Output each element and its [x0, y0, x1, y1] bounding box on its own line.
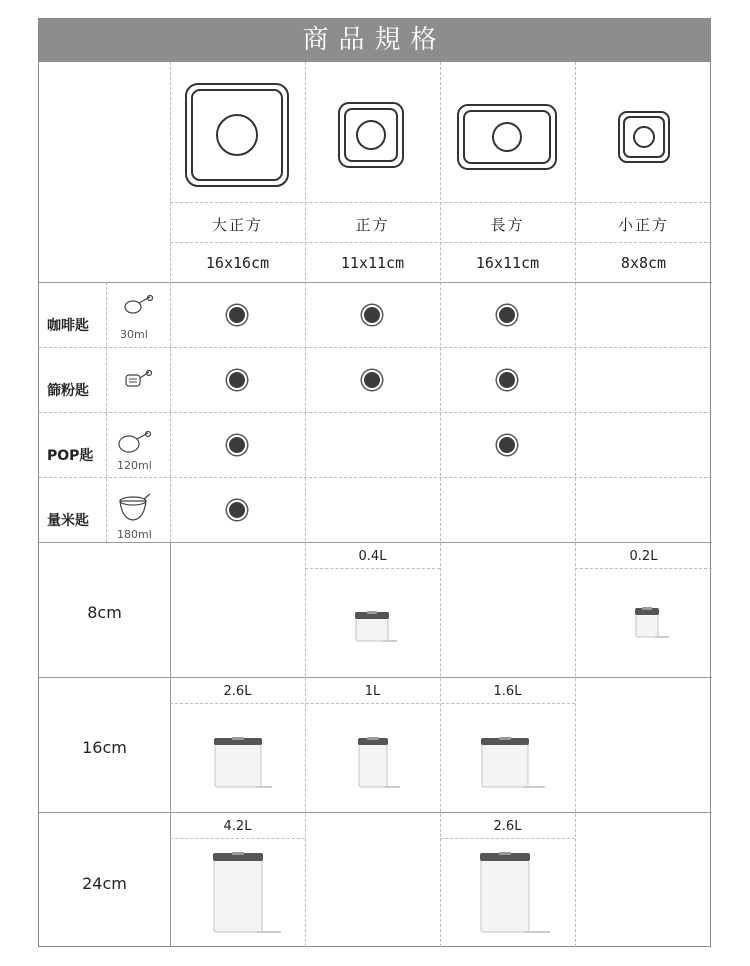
divider	[39, 412, 712, 413]
container-image	[633, 607, 673, 639]
spoon-name: 篩粉匙	[47, 383, 89, 399]
pop-scoop-icon	[118, 429, 152, 455]
spoon-volume: 120ml	[117, 459, 152, 472]
volume-label: 4.2L	[223, 819, 252, 834]
divider	[170, 62, 171, 542]
spec-table	[38, 18, 711, 947]
product-name: 大正方	[211, 216, 263, 234]
rice-scoop-icon	[118, 493, 152, 523]
divider	[170, 242, 712, 243]
height-label: 8cm	[87, 603, 122, 622]
square-lid-icon	[337, 101, 407, 171]
container-image	[212, 737, 274, 791]
divider	[170, 202, 712, 203]
compatible-mark	[497, 305, 517, 325]
spoon-name: 量米匙	[47, 513, 89, 529]
volume-label: 2.6L	[223, 684, 252, 699]
compatible-mark	[227, 305, 247, 325]
container-image	[211, 852, 283, 936]
product-size: 16x16cm	[205, 254, 270, 272]
compatible-mark	[362, 305, 382, 325]
height-label: 24cm	[82, 874, 127, 893]
sifter-scoop-icon	[123, 369, 153, 391]
product-size: 16x11cm	[475, 254, 540, 272]
spoon-name: POP匙	[47, 448, 94, 464]
compatible-mark	[227, 435, 247, 455]
divider	[39, 477, 712, 478]
spoon-volume: 180ml	[117, 528, 152, 541]
product-size: 8x8cm	[620, 254, 667, 272]
volume-label: 2.6L	[493, 819, 522, 834]
divider	[170, 838, 305, 839]
divider	[39, 282, 712, 283]
volume-label: 0.4L	[358, 549, 387, 564]
spoon-name: 咖啡匙	[47, 318, 89, 334]
container-image	[353, 611, 399, 643]
product-name: 小正方	[617, 216, 669, 234]
container-image	[478, 852, 552, 936]
container-image	[479, 737, 547, 791]
container-image	[356, 737, 402, 791]
product-size: 11x11cm	[340, 254, 405, 272]
coffee-scoop-icon	[123, 295, 153, 317]
divider	[305, 568, 440, 569]
divider	[39, 677, 712, 678]
divider	[440, 62, 441, 947]
divider	[170, 703, 575, 704]
compatible-mark	[497, 435, 517, 455]
spoon-volume: 30ml	[120, 328, 148, 341]
volume-label: 0.2L	[629, 549, 658, 564]
large-square-lid-icon	[182, 80, 292, 190]
small-square-lid-icon	[617, 110, 673, 166]
compatible-mark	[362, 370, 382, 390]
divider	[170, 542, 171, 947]
compatible-mark	[227, 370, 247, 390]
divider	[440, 838, 575, 839]
divider	[39, 347, 712, 348]
compatible-mark	[497, 370, 517, 390]
height-label: 16cm	[82, 738, 127, 757]
divider	[39, 542, 712, 543]
product-name: 正方	[355, 216, 390, 234]
divider	[39, 812, 712, 813]
rectangle-lid-icon	[456, 103, 560, 173]
table-title: 商品規格	[39, 19, 710, 62]
divider	[575, 568, 712, 569]
volume-label: 1L	[364, 684, 381, 699]
divider	[305, 62, 306, 947]
product-name: 長方	[490, 216, 525, 234]
compatible-mark	[227, 500, 247, 520]
divider	[575, 62, 576, 947]
volume-label: 1.6L	[493, 684, 522, 699]
